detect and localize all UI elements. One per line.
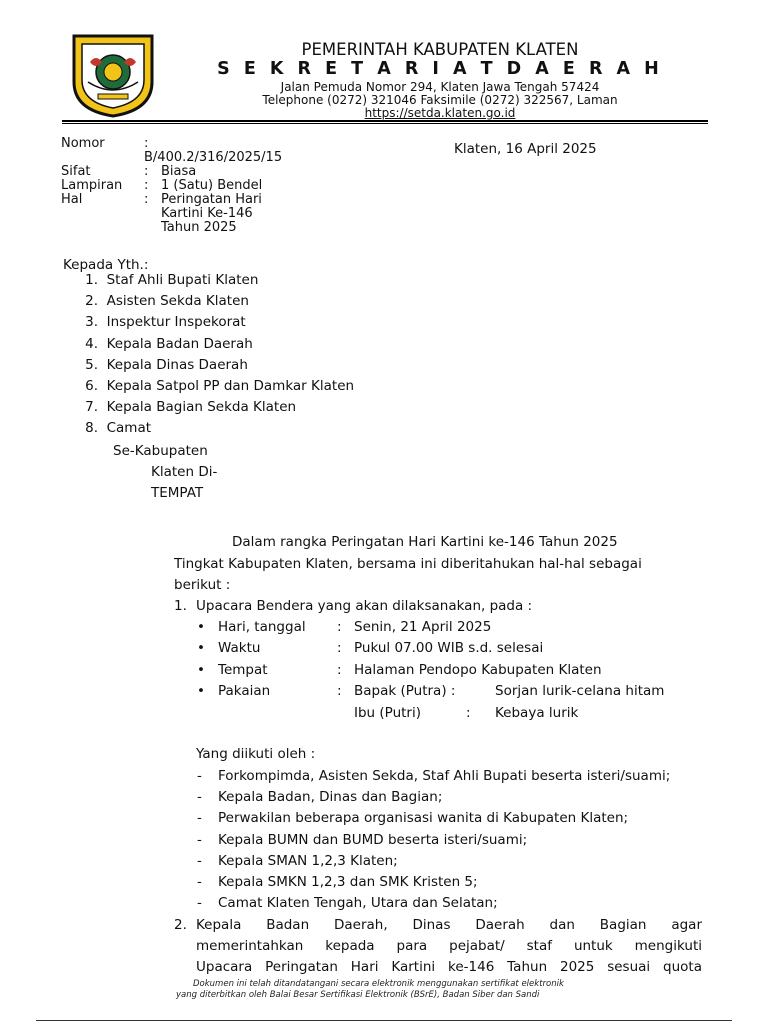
recipient-text: Camat xyxy=(106,420,152,437)
bullet: • xyxy=(197,662,205,678)
esign-notice-line-2: yang diterbitkan oleh Balai Besar Sertifikasi Elektronik (BSrE), Badan Siber dan Sandi xyxy=(176,990,540,1000)
letterhead-divider xyxy=(62,120,708,122)
point-2-line-2: memerintahkan kepada para pejabat/ staf untuk mengikuti xyxy=(196,938,702,954)
lampiran-value: 1 (Satu) Bendel xyxy=(161,178,263,193)
dash: - xyxy=(197,789,202,805)
detail-value-waktu: Pukul 07.00 WIB s.d. selesai xyxy=(354,640,544,656)
recipient-text: Kepala Badan Daerah xyxy=(106,335,253,352)
bullet: • xyxy=(197,683,205,699)
recipient-text: Asisten Sekda Klaten xyxy=(106,293,249,310)
recipient-text: Kepala Satpol PP dan Damkar Klaten xyxy=(106,377,355,394)
dash: - xyxy=(197,853,202,869)
list-item: 5. Kepala Dinas Daerah xyxy=(85,356,248,373)
nomor-value: B/400.2/316/2025/15 xyxy=(144,150,283,165)
sifat-colon: : xyxy=(144,164,149,179)
detail-colon: : xyxy=(466,705,471,721)
list-item: 8. Camat xyxy=(85,420,152,437)
hal-label: Hal xyxy=(61,192,83,207)
dash: - xyxy=(197,874,202,890)
letterhead-secretariat: S E K R E T A R I A T D A E R A H xyxy=(217,59,663,79)
bullet: • xyxy=(197,640,205,656)
detail-label-hari: Hari, tanggal xyxy=(218,619,306,635)
dash: - xyxy=(197,810,202,826)
recipient-text: Staf Ahli Bupati Klaten xyxy=(106,272,259,288)
recipients-heading: Kepada Yth.: xyxy=(63,257,149,273)
hal-value-line3: Tahun 2025 xyxy=(161,220,237,235)
point-2-line-3: Upacara Peringatan Hari Kartini ke-146 Tahun 2025 sesuai quota xyxy=(196,959,702,975)
followed-by-heading: Yang diikuti oleh : xyxy=(196,746,316,762)
intro-line-1: Dalam rangka Peringatan Hari Kartini ke-146 Tahun 2025 xyxy=(232,534,618,550)
letter-date: Klaten, 16 April 2025 xyxy=(454,141,597,157)
recipient-tempat: TEMPAT xyxy=(151,485,204,501)
participant-item: Kepala SMKN 1,2,3 dan SMK Kristen 5; xyxy=(218,874,478,890)
footer-divider xyxy=(36,1020,732,1021)
recipient-text: Kepala Bagian Sekda Klaten xyxy=(106,399,297,416)
letterhead-website[interactable] xyxy=(175,106,705,120)
bullet: • xyxy=(197,619,205,635)
intro-line-2: Tingkat Kabupaten Klaten, bersama ini diberitahukan hal-hal sebagai xyxy=(174,556,642,572)
lampiran-label: Lampiran xyxy=(61,178,123,193)
intro-line-3: berikut : xyxy=(174,577,231,593)
recipient-text: Kepala Dinas Daerah xyxy=(106,356,248,373)
sifat-value: Biasa xyxy=(161,164,197,179)
point-2-number: 2. xyxy=(174,917,187,933)
hal-value-line1: Peringatan Hari xyxy=(161,192,262,207)
detail-label-waktu: Waktu xyxy=(218,640,261,656)
point-2-line-1: Kepala Badan Daerah, Dinas Daerah dan Bagian agar xyxy=(196,917,702,933)
detail-label-tempat: Tempat xyxy=(218,662,268,678)
recipient-se-kabupaten: Se-Kabupaten xyxy=(113,443,208,459)
participant-item: Kepala BUMN dan BUMD beserta isteri/suami; xyxy=(218,832,528,848)
dash: - xyxy=(197,768,202,784)
recipient-text: Inspektur Inspekorat xyxy=(106,314,246,331)
point-1-number: 1. xyxy=(174,598,187,614)
detail-pakaian-wanita: Kebaya lurik xyxy=(495,705,579,721)
list-item: 4. Kepala Badan Daerah xyxy=(85,335,253,352)
nomor-colon: : xyxy=(144,136,149,151)
nomor-label: Nomor xyxy=(61,136,105,151)
detail-colon: : xyxy=(337,640,342,656)
list-item: 2. Asisten Sekda Klaten xyxy=(85,293,249,310)
detail-colon: : xyxy=(337,619,342,635)
recipient-klaten-di: Klaten Di- xyxy=(151,464,218,480)
letterhead-telephone: Telephone (0272) 321046 Faksimile (0272) 322567, Laman xyxy=(262,93,618,107)
website-link[interactable]: https://setda.klaten.go.id xyxy=(364,106,516,120)
detail-value-hari: Senin, 21 April 2025 xyxy=(354,619,492,635)
esign-notice-line-1: Dokumen ini telah ditandatangani secara elektronik menggunakan sertifikat elektronik xyxy=(193,979,564,989)
list-item: 6. Kepala Satpol PP dan Damkar Klaten xyxy=(85,377,355,394)
detail-value-pakaian-pria-label: Bapak (Putra) : xyxy=(354,683,456,699)
letterhead-divider-thin xyxy=(62,123,708,124)
hal-value-line2: Kartini Ke-146 xyxy=(161,206,253,221)
letterhead-government: PEMERINTAH KABUPATEN KLATEN xyxy=(301,40,579,59)
list-item: 7. Kepala Bagian Sekda Klaten xyxy=(85,399,297,416)
participant-item: Forkompimda, Asisten Sekda, Staf Ahli Bupati beserta isteri/suami; xyxy=(218,768,671,784)
dash: - xyxy=(197,895,202,911)
letterhead-address: Jalan Pemuda Nomor 294, Klaten Jawa Tengah 57424 xyxy=(280,80,600,94)
hal-colon: : xyxy=(144,192,149,207)
detail-value-pakaian-pria: Sorjan lurik-celana hitam xyxy=(495,683,665,699)
detail-value-tempat: Halaman Pendopo Kabupaten Klaten xyxy=(354,662,602,678)
participant-item: Camat Klaten Tengah, Utara dan Selatan; xyxy=(218,895,498,911)
point-1-text: Upacara Bendera yang akan dilaksanakan, pada : xyxy=(196,598,533,614)
lampiran-colon: : xyxy=(144,178,149,193)
detail-pakaian-wanita-label: Ibu (Putri) xyxy=(354,705,421,721)
participant-item: Kepala Badan, Dinas dan Bagian; xyxy=(218,789,443,805)
list-item: 1. Staf Ahli Bupati Klaten xyxy=(85,272,259,288)
detail-colon: : xyxy=(337,683,342,699)
dash: - xyxy=(197,832,202,848)
klaten-coat-of-arms-logo xyxy=(70,32,156,118)
sifat-label: Sifat xyxy=(61,164,91,179)
detail-colon: : xyxy=(337,662,342,678)
recipients-list xyxy=(62,270,354,440)
participant-item: Perwakilan beberapa organisasi wanita di Kabupaten Klaten; xyxy=(218,810,629,826)
detail-label-pakaian: Pakaian xyxy=(218,683,271,699)
participant-item: Kepala SMAN 1,2,3 Klaten; xyxy=(218,853,398,869)
list-item: 3. Inspektur Inspekorat xyxy=(85,314,246,331)
